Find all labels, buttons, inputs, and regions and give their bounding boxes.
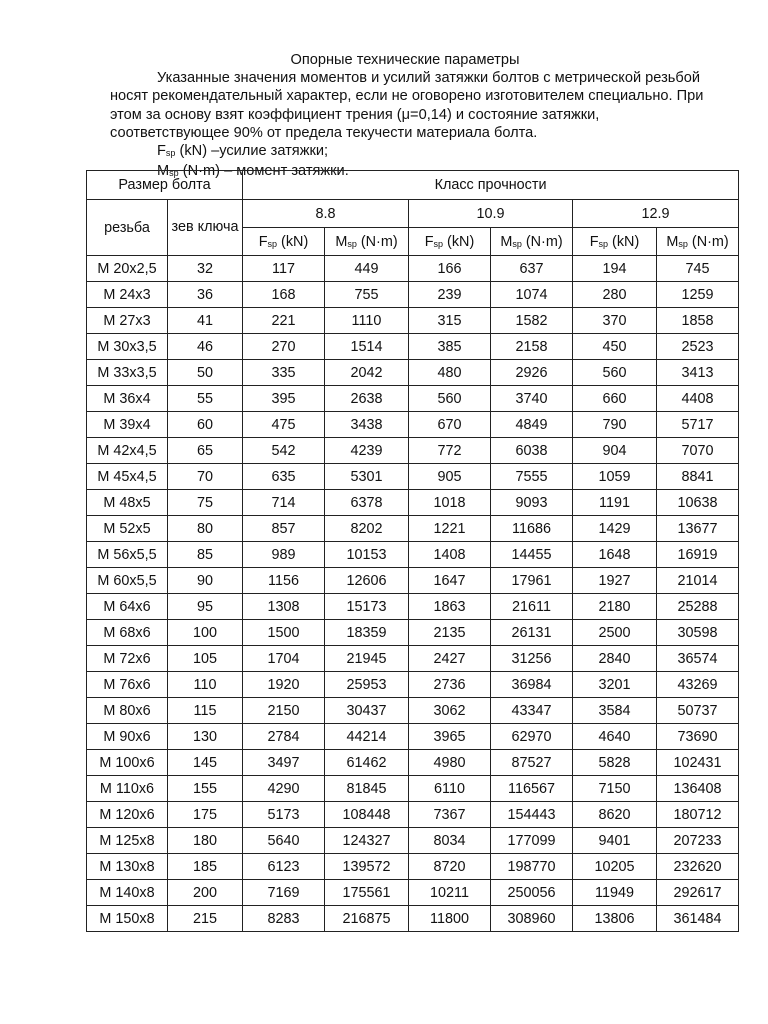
cell-fsp-8-8: 3497 [243,750,325,776]
cell-msp-8-8: 6378 [325,490,409,516]
cell-fsp-8-8: 635 [243,464,325,490]
cell-msp-12-9: 13677 [657,516,739,542]
cell-fsp-10-9: 4980 [409,750,491,776]
cell-fsp-8-8: 335 [243,360,325,386]
m-symbol: M [500,233,513,250]
cell-thread: M 48x5 [87,490,168,516]
cell-fsp-8-8: 8283 [243,906,325,932]
cell-msp-10-9: 250056 [491,880,573,906]
cell-thread: M 80x6 [87,698,168,724]
f-definition: (kN) –усилие затяжки; [175,143,329,160]
table-row [87,282,739,308]
cell-msp-8-8: 5301 [325,464,409,490]
header-msp-unit [491,228,573,256]
header-fsp-unit [573,228,657,256]
cell-thread: M 60x5,5 [87,568,168,594]
header-wrench: зев ключа [168,200,243,256]
cell-wrench: 110 [168,672,243,698]
cell-wrench: 215 [168,906,243,932]
cell-thread: M 140x8 [87,880,168,906]
cell-wrench: 105 [168,646,243,672]
cell-msp-8-8: 3438 [325,412,409,438]
cell-msp-10-9: 1582 [491,308,573,334]
table-row [87,568,739,594]
cell-msp-12-9: 180712 [657,802,739,828]
header-bolt-size: Размер болта [87,171,243,200]
cell-msp-12-9: 1259 [657,282,739,308]
cell-wrench: 80 [168,516,243,542]
cell-msp-10-9: 36984 [491,672,573,698]
cell-msp-8-8: 755 [325,282,409,308]
cell-thread: M 24x3 [87,282,168,308]
m-unit: (N·m) [521,233,563,250]
m-symbol: M [666,233,679,250]
f-symbol: F [589,233,599,250]
cell-msp-12-9: 292617 [657,880,739,906]
cell-fsp-12-9: 904 [573,438,657,464]
intro-text [110,51,710,182]
table-row [87,308,739,334]
cell-fsp-12-9: 9401 [573,828,657,854]
cell-msp-12-9: 10638 [657,490,739,516]
cell-fsp-12-9: 2500 [573,620,657,646]
cell-wrench: 41 [168,308,243,334]
m-unit: (N·m) [356,233,398,250]
table-row [87,256,739,282]
table-row [87,880,739,906]
cell-fsp-8-8: 1156 [243,568,325,594]
f-subscript: sp [267,238,278,249]
table-row [87,464,739,490]
cell-msp-10-9: 62970 [491,724,573,750]
cell-fsp-8-8: 1704 [243,646,325,672]
cell-wrench: 95 [168,594,243,620]
cell-fsp-10-9: 2427 [409,646,491,672]
cell-msp-12-9: 25288 [657,594,739,620]
cell-msp-8-8: 2638 [325,386,409,412]
table-row [87,724,739,750]
cell-fsp-12-9: 1059 [573,464,657,490]
cell-msp-10-9: 17961 [491,568,573,594]
cell-thread: M 68x6 [87,620,168,646]
cell-fsp-12-9: 13806 [573,906,657,932]
cell-thread: M 130x8 [87,854,168,880]
cell-msp-12-9: 136408 [657,776,739,802]
cell-thread: M 52x5 [87,516,168,542]
cell-thread: M 110x6 [87,776,168,802]
cell-msp-10-9: 2926 [491,360,573,386]
cell-msp-10-9: 26131 [491,620,573,646]
cell-wrench: 32 [168,256,243,282]
header-strength-class: Класс прочности [243,171,739,200]
m-symbol: M [335,233,348,250]
cell-wrench: 115 [168,698,243,724]
cell-fsp-12-9: 1927 [573,568,657,594]
cell-wrench: 85 [168,542,243,568]
cell-fsp-8-8: 714 [243,490,325,516]
cell-msp-12-9: 4408 [657,386,739,412]
cell-msp-8-8: 15173 [325,594,409,620]
cell-thread: M 64x6 [87,594,168,620]
table-row [87,412,739,438]
cell-msp-10-9: 1074 [491,282,573,308]
cell-fsp-10-9: 8034 [409,828,491,854]
cell-thread: M 76x6 [87,672,168,698]
cell-fsp-12-9: 790 [573,412,657,438]
cell-fsp-12-9: 194 [573,256,657,282]
cell-msp-8-8: 81845 [325,776,409,802]
cell-fsp-10-9: 2135 [409,620,491,646]
cell-fsp-10-9: 3062 [409,698,491,724]
cell-thread: M 33x3,5 [87,360,168,386]
cell-fsp-8-8: 857 [243,516,325,542]
cell-fsp-12-9: 1191 [573,490,657,516]
cell-fsp-8-8: 221 [243,308,325,334]
table-row [87,334,739,360]
cell-msp-8-8: 4239 [325,438,409,464]
cell-fsp-10-9: 239 [409,282,491,308]
cell-fsp-10-9: 1863 [409,594,491,620]
cell-fsp-8-8: 117 [243,256,325,282]
table-row [87,620,739,646]
definition-fsp [110,142,710,162]
cell-msp-12-9: 745 [657,256,739,282]
table-row [87,750,739,776]
cell-msp-10-9: 7555 [491,464,573,490]
cell-fsp-10-9: 1018 [409,490,491,516]
cell-fsp-8-8: 270 [243,334,325,360]
cell-wrench: 55 [168,386,243,412]
cell-msp-12-9: 207233 [657,828,739,854]
cell-fsp-12-9: 370 [573,308,657,334]
cell-wrench: 90 [168,568,243,594]
cell-thread: M 30x3,5 [87,334,168,360]
cell-fsp-8-8: 1920 [243,672,325,698]
cell-msp-8-8: 21945 [325,646,409,672]
cell-fsp-12-9: 3201 [573,672,657,698]
cell-fsp-8-8: 2150 [243,698,325,724]
header-fsp-unit [243,228,325,256]
table-row [87,828,739,854]
cell-wrench: 65 [168,438,243,464]
intro-paragraph: Указанные значения моментов и усилий затяжки болтов с метрической резьбой носят рекомендательный характер, если не оговорено изготовителем специально. При этом за основу взят коэффициент трения (μ=0,14) и состояние затяжки, соответствующее 90% от предела текучести материала болта. [110,70,704,141]
cell-msp-8-8: 10153 [325,542,409,568]
cell-msp-8-8: 12606 [325,568,409,594]
cell-msp-10-9: 11686 [491,516,573,542]
cell-fsp-10-9: 166 [409,256,491,282]
table-row [87,698,739,724]
cell-fsp-10-9: 2736 [409,672,491,698]
cell-fsp-10-9: 905 [409,464,491,490]
cell-fsp-12-9: 3584 [573,698,657,724]
cell-thread: M 45x4,5 [87,464,168,490]
f-symbol: F [258,233,268,250]
cell-fsp-12-9: 660 [573,386,657,412]
table-row [87,672,739,698]
f-subscript: sp [165,148,176,159]
cell-msp-8-8: 175561 [325,880,409,906]
cell-msp-8-8: 139572 [325,854,409,880]
cell-fsp-10-9: 7367 [409,802,491,828]
cell-thread: M 27x3 [87,308,168,334]
document-title: Опорные технические параметры [290,52,520,68]
cell-fsp-10-9: 1647 [409,568,491,594]
table-row [87,386,739,412]
cell-msp-8-8: 25953 [325,672,409,698]
cell-msp-12-9: 36574 [657,646,739,672]
cell-msp-10-9: 6038 [491,438,573,464]
cell-thread: M 39x4 [87,412,168,438]
cell-msp-8-8: 44214 [325,724,409,750]
cell-fsp-12-9: 2180 [573,594,657,620]
cell-fsp-8-8: 989 [243,542,325,568]
cell-msp-10-9: 2158 [491,334,573,360]
cell-msp-12-9: 8841 [657,464,739,490]
cell-fsp-8-8: 168 [243,282,325,308]
cell-msp-12-9: 2523 [657,334,739,360]
header-class-12-9: 12.9 [573,200,739,228]
cell-fsp-8-8: 542 [243,438,325,464]
cell-msp-12-9: 5717 [657,412,739,438]
cell-wrench: 60 [168,412,243,438]
cell-msp-8-8: 449 [325,256,409,282]
cell-fsp-12-9: 560 [573,360,657,386]
cell-fsp-10-9: 10211 [409,880,491,906]
m-unit: (N·m) [687,233,729,250]
cell-fsp-10-9: 1408 [409,542,491,568]
cell-thread: M 90x6 [87,724,168,750]
cell-fsp-8-8: 5640 [243,828,325,854]
cell-fsp-10-9: 8720 [409,854,491,880]
header-class-8-8: 8.8 [243,200,409,228]
m-subscript: sp [678,238,688,249]
cell-msp-10-9: 198770 [491,854,573,880]
cell-fsp-12-9: 1429 [573,516,657,542]
table-row [87,906,739,932]
cell-msp-12-9: 361484 [657,906,739,932]
cell-wrench: 46 [168,334,243,360]
cell-fsp-10-9: 1221 [409,516,491,542]
cell-msp-8-8: 8202 [325,516,409,542]
cell-msp-12-9: 3413 [657,360,739,386]
cell-wrench: 50 [168,360,243,386]
f-subscript: sp [598,238,609,249]
table-row [87,594,739,620]
cell-msp-10-9: 43347 [491,698,573,724]
m-subscript: sp [169,168,179,179]
cell-wrench: 75 [168,490,243,516]
cell-msp-8-8: 2042 [325,360,409,386]
cell-thread: M 56x5,5 [87,542,168,568]
cell-fsp-10-9: 6110 [409,776,491,802]
cell-fsp-12-9: 450 [573,334,657,360]
cell-thread: M 150x8 [87,906,168,932]
f-subscript: sp [433,238,444,249]
cell-msp-8-8: 108448 [325,802,409,828]
cell-fsp-8-8: 4290 [243,776,325,802]
bolt-torque-table [86,170,739,932]
cell-msp-10-9: 3740 [491,386,573,412]
m-subscript: sp [512,238,522,249]
cell-fsp-8-8: 1308 [243,594,325,620]
cell-msp-8-8: 216875 [325,906,409,932]
f-symbol: F [157,143,166,160]
cell-msp-10-9: 116567 [491,776,573,802]
cell-msp-10-9: 4849 [491,412,573,438]
header-msp-unit [657,228,739,256]
cell-fsp-12-9: 1648 [573,542,657,568]
cell-msp-12-9: 30598 [657,620,739,646]
m-subscript: sp [347,238,357,249]
table-row [87,854,739,880]
cell-msp-12-9: 232620 [657,854,739,880]
cell-msp-10-9: 637 [491,256,573,282]
cell-fsp-8-8: 475 [243,412,325,438]
cell-fsp-12-9: 8620 [573,802,657,828]
table-row [87,542,739,568]
cell-fsp-8-8: 6123 [243,854,325,880]
cell-fsp-10-9: 772 [409,438,491,464]
cell-msp-10-9: 87527 [491,750,573,776]
cell-msp-10-9: 308960 [491,906,573,932]
cell-wrench: 130 [168,724,243,750]
cell-msp-10-9: 154443 [491,802,573,828]
cell-wrench: 200 [168,880,243,906]
cell-thread: M 72x6 [87,646,168,672]
cell-msp-12-9: 1858 [657,308,739,334]
cell-thread: M 120x6 [87,802,168,828]
cell-msp-12-9: 16919 [657,542,739,568]
cell-msp-10-9: 31256 [491,646,573,672]
table-row [87,802,739,828]
header-class-10-9: 10.9 [409,200,573,228]
cell-msp-8-8: 18359 [325,620,409,646]
cell-thread: M 42x4,5 [87,438,168,464]
cell-fsp-12-9: 11949 [573,880,657,906]
cell-msp-12-9: 43269 [657,672,739,698]
header-msp-unit [325,228,409,256]
cell-msp-8-8: 61462 [325,750,409,776]
m-symbol: M [157,163,170,180]
cell-msp-8-8: 124327 [325,828,409,854]
cell-fsp-12-9: 4640 [573,724,657,750]
table-row [87,490,739,516]
cell-fsp-12-9: 280 [573,282,657,308]
cell-wrench: 70 [168,464,243,490]
cell-wrench: 175 [168,802,243,828]
cell-wrench: 155 [168,776,243,802]
cell-msp-12-9: 73690 [657,724,739,750]
cell-msp-8-8: 30437 [325,698,409,724]
cell-fsp-10-9: 560 [409,386,491,412]
cell-msp-8-8: 1514 [325,334,409,360]
cell-msp-8-8: 1110 [325,308,409,334]
f-unit: (kN) [608,233,640,250]
cell-fsp-8-8: 395 [243,386,325,412]
f-symbol: F [424,233,434,250]
cell-fsp-10-9: 480 [409,360,491,386]
cell-wrench: 180 [168,828,243,854]
cell-fsp-12-9: 2840 [573,646,657,672]
cell-msp-10-9: 9093 [491,490,573,516]
cell-msp-12-9: 102431 [657,750,739,776]
cell-fsp-8-8: 7169 [243,880,325,906]
cell-fsp-10-9: 315 [409,308,491,334]
cell-wrench: 36 [168,282,243,308]
cell-fsp-12-9: 7150 [573,776,657,802]
cell-fsp-10-9: 3965 [409,724,491,750]
cell-msp-10-9: 177099 [491,828,573,854]
cell-msp-10-9: 14455 [491,542,573,568]
cell-msp-12-9: 50737 [657,698,739,724]
f-unit: (kN) [277,233,309,250]
cell-fsp-10-9: 11800 [409,906,491,932]
cell-wrench: 145 [168,750,243,776]
cell-fsp-12-9: 10205 [573,854,657,880]
header-thread: резьба [87,200,168,256]
cell-msp-12-9: 21014 [657,568,739,594]
cell-wrench: 100 [168,620,243,646]
cell-thread: M 20x2,5 [87,256,168,282]
cell-msp-10-9: 21611 [491,594,573,620]
f-unit: (kN) [443,233,475,250]
cell-fsp-8-8: 2784 [243,724,325,750]
header-fsp-unit [409,228,491,256]
table-row [87,516,739,542]
table-row [87,438,739,464]
cell-wrench: 185 [168,854,243,880]
cell-msp-12-9: 7070 [657,438,739,464]
m-definition: (N·m) – момент затяжки. [178,163,349,180]
cell-fsp-10-9: 670 [409,412,491,438]
cell-thread: M 125x8 [87,828,168,854]
table-row [87,646,739,672]
cell-fsp-10-9: 385 [409,334,491,360]
cell-fsp-8-8: 5173 [243,802,325,828]
cell-thread: M 36x4 [87,386,168,412]
cell-fsp-12-9: 5828 [573,750,657,776]
table-row [87,360,739,386]
cell-thread: M 100x6 [87,750,168,776]
table-row [87,776,739,802]
cell-fsp-8-8: 1500 [243,620,325,646]
